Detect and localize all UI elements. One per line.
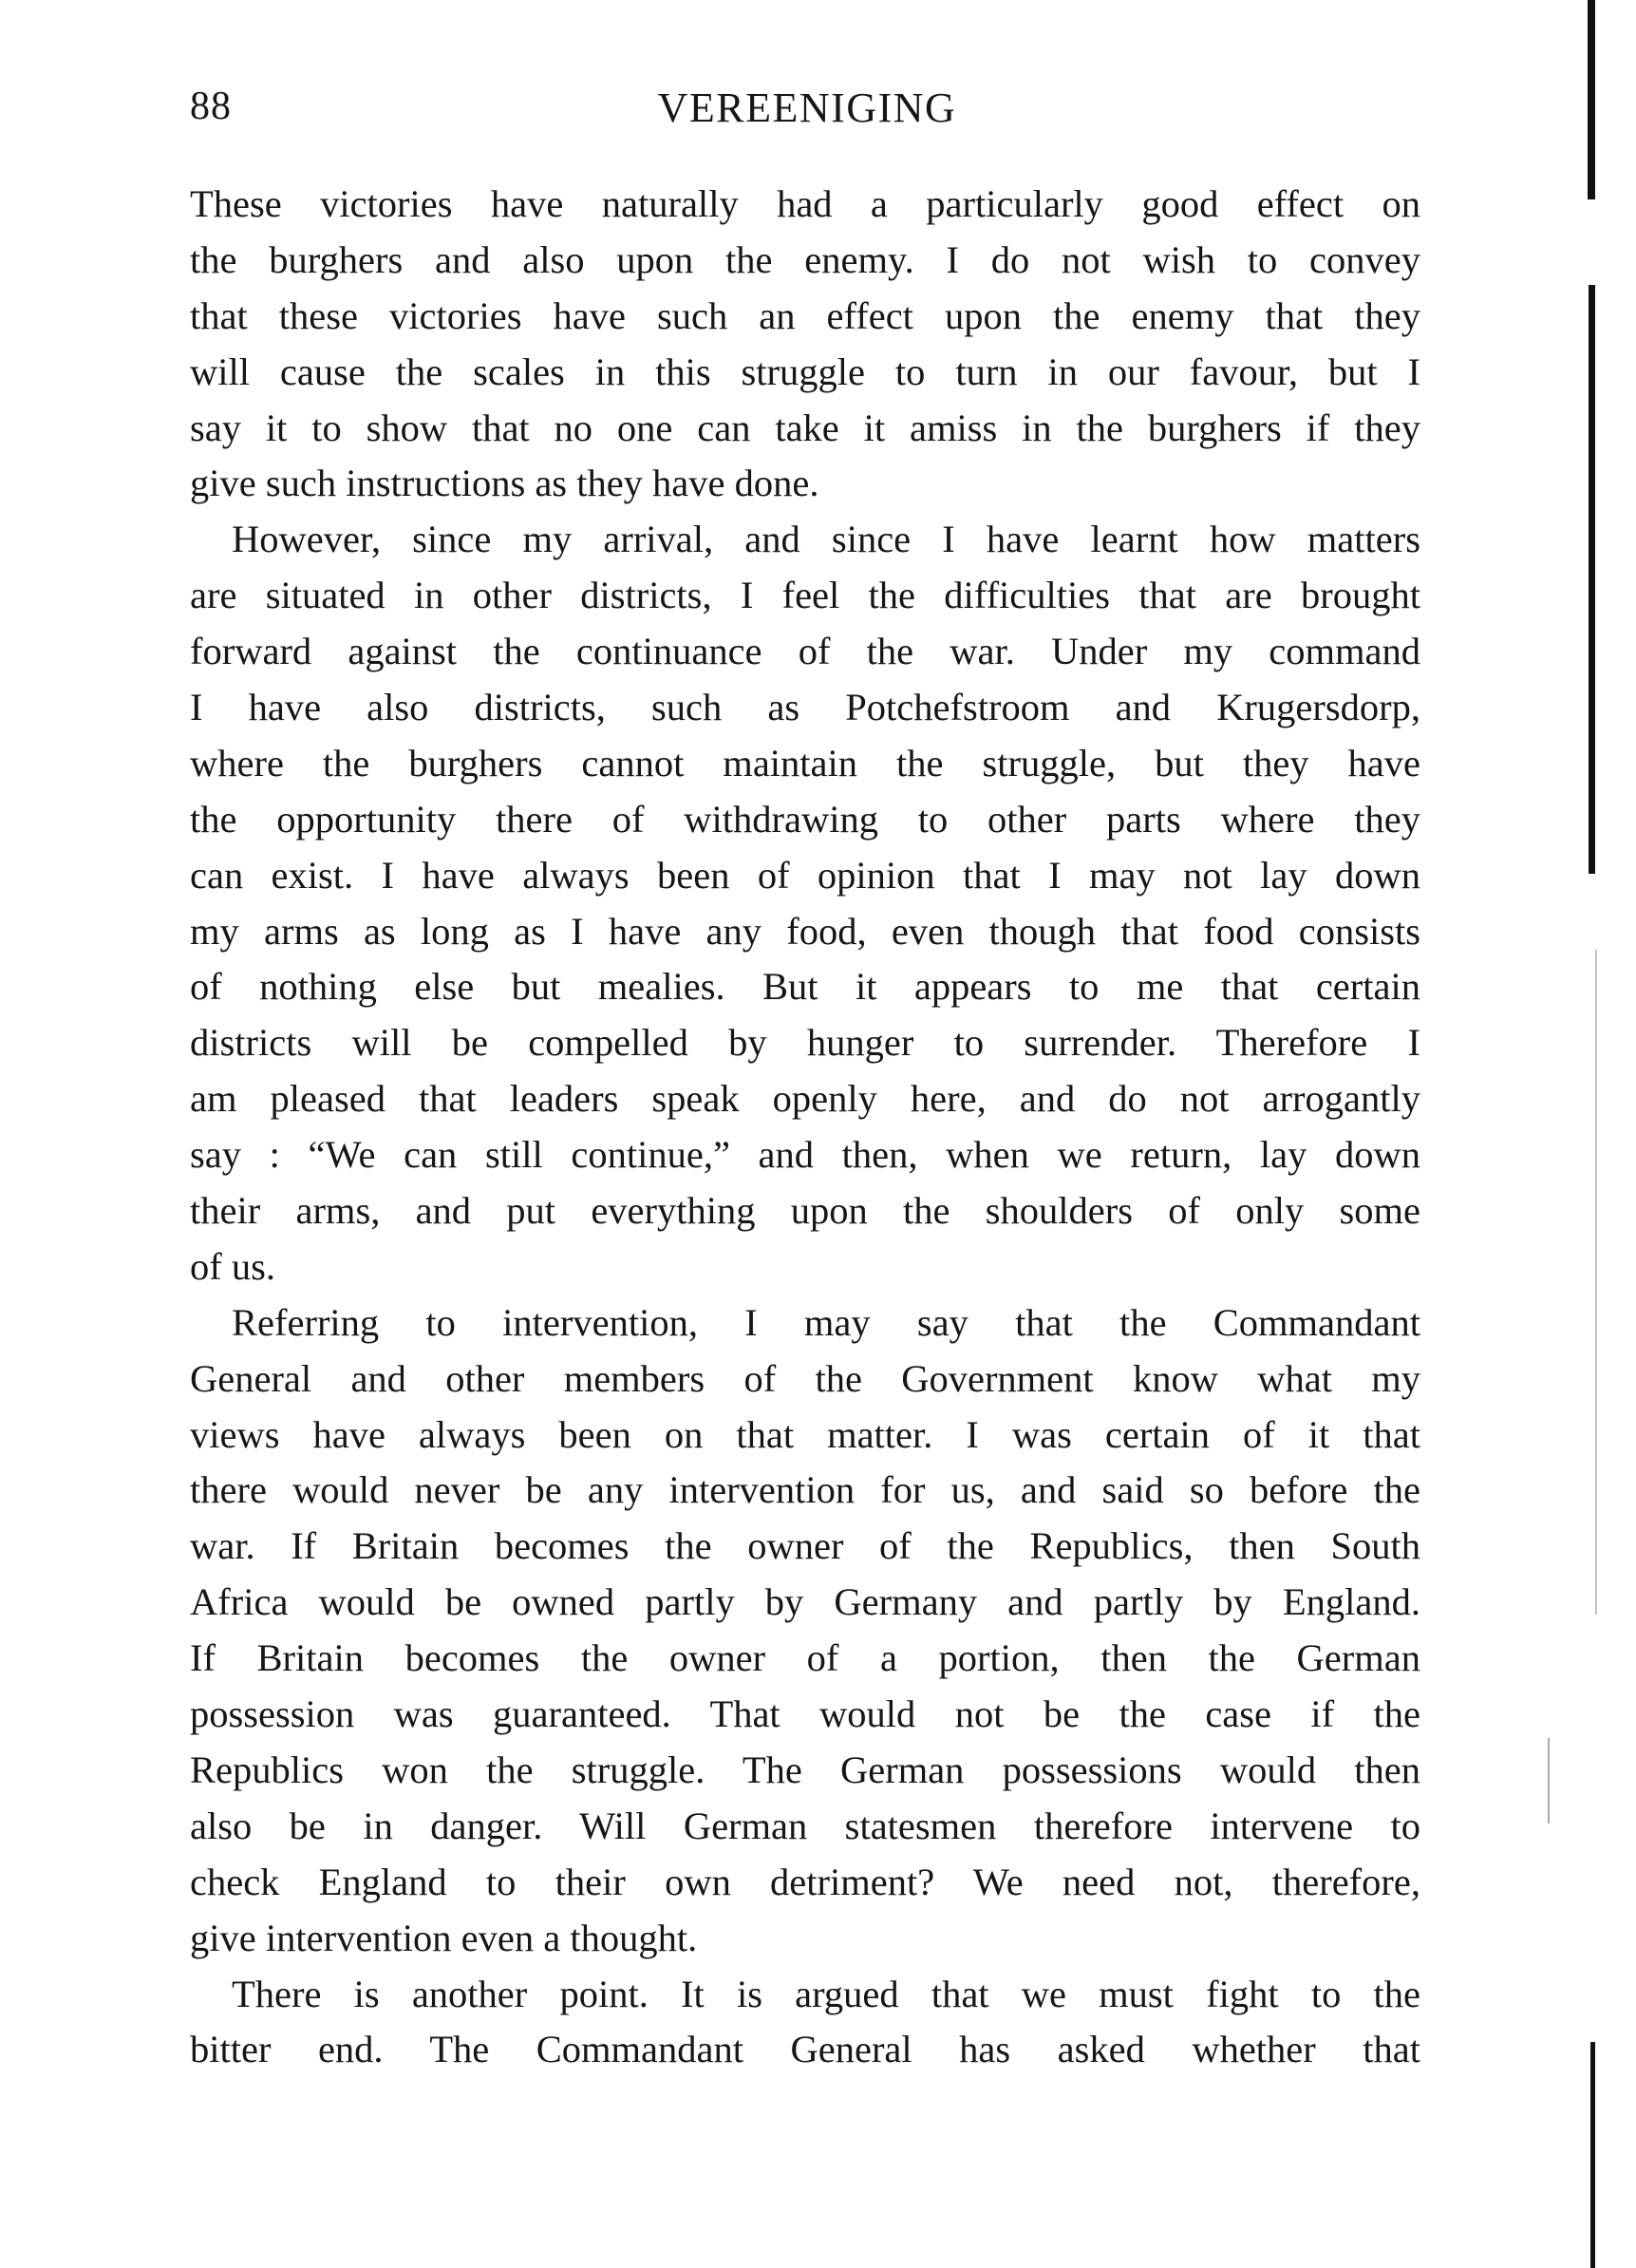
- text-line: of us.: [190, 1244, 275, 1288]
- text-line: their arms, and put everything upon the shoulders of only some: [190, 1189, 1420, 1233]
- text-line: possession was guaranteed. That would not be the case if the: [190, 1692, 1420, 1736]
- text-line: These victories have naturally had a particularly good effect on: [190, 182, 1420, 225]
- text-line: views have always been on that matter. I was certain of it that: [190, 1412, 1420, 1456]
- text-line: give such instructions as they have done.: [190, 462, 819, 505]
- gutter-shadow: [1588, 0, 1595, 199]
- paragraph: [190, 512, 1420, 1295]
- text-line: there would never be any intervention for us, and said so before the: [190, 1468, 1420, 1512]
- text-line: forward against the continuance of the war. Under my command: [190, 630, 1420, 673]
- text-line: war. If Britain becomes the owner of the Republics, then South: [190, 1524, 1420, 1568]
- text-line: the opportunity there of withdrawing to other parts where they: [190, 797, 1420, 841]
- text-line: am pleased that leaders speak openly here, and do not arrogantly: [190, 1077, 1420, 1121]
- text-line: Republics won the struggle. The German possessions would then: [190, 1748, 1420, 1791]
- text-line: say it to show that no one can take it amiss in the burghers if they: [190, 406, 1420, 449]
- text-line: say : “We can still continue,” and then, when we return, lay down: [190, 1133, 1420, 1177]
- text-line: bitter end. The Commandant General has asked whether that: [190, 2028, 1420, 2071]
- text-line: However, since my arrival, and since I have learnt how matters: [232, 518, 1420, 561]
- text-line: give intervention even a thought.: [190, 1916, 698, 1959]
- text-line: districts will be compelled by hunger to surrender. Therefore I: [190, 1021, 1420, 1065]
- paragraph: [190, 177, 1420, 512]
- text-line: where the burghers cannot maintain the struggle, but they have: [190, 741, 1420, 784]
- text-line: of nothing else but mealies. But it appears to me that certain: [190, 965, 1420, 1009]
- running-head: VEREENIGING: [657, 85, 957, 131]
- text-line: are situated in other districts, I feel the difficulties that are brought: [190, 574, 1420, 617]
- text-line: Referring to intervention, I may say that the Commandant: [232, 1300, 1420, 1344]
- gutter-shadow: [1589, 285, 1595, 874]
- text-line: If Britain becomes the owner of a portion, then the German: [190, 1636, 1420, 1680]
- text-line: my arms as long as I have any food, even though that food consists: [190, 909, 1420, 953]
- gutter-speck: [1548, 1738, 1550, 1824]
- paragraph: [190, 1967, 1420, 2079]
- text-line: There is another point. It is argued that we must fight to the: [232, 1972, 1420, 2015]
- page-header: [190, 84, 1424, 141]
- text-line: Africa would be owned partly by Germany and partly by England.: [190, 1580, 1420, 1624]
- text-line: that these victories have such an effect upon the enemy that they: [190, 293, 1420, 337]
- text-line: check England to their own detriment? We need not, therefore,: [190, 1860, 1420, 1903]
- text-line: also be in danger. Will German statesmen therefore intervene to: [190, 1804, 1420, 1847]
- text-line: I have also districts, such as Potchefstroom and Krugersdorp,: [190, 686, 1420, 729]
- text-line: General and other members of the Government know what my: [190, 1356, 1420, 1400]
- text-line: will cause the scales in this struggle to turn in our favour, but I: [190, 350, 1420, 393]
- page-number: 88: [190, 85, 232, 128]
- text-line: the burghers and also upon the enemy. I do not wish to convey: [190, 237, 1420, 281]
- text-line: can exist. I have always been of opinion that I may not lay down: [190, 853, 1420, 897]
- body-text: [190, 177, 1420, 2078]
- paragraph: [190, 1295, 1420, 1967]
- gutter-speck: [1595, 950, 1597, 1615]
- gutter-shadow: [1590, 2042, 1595, 2268]
